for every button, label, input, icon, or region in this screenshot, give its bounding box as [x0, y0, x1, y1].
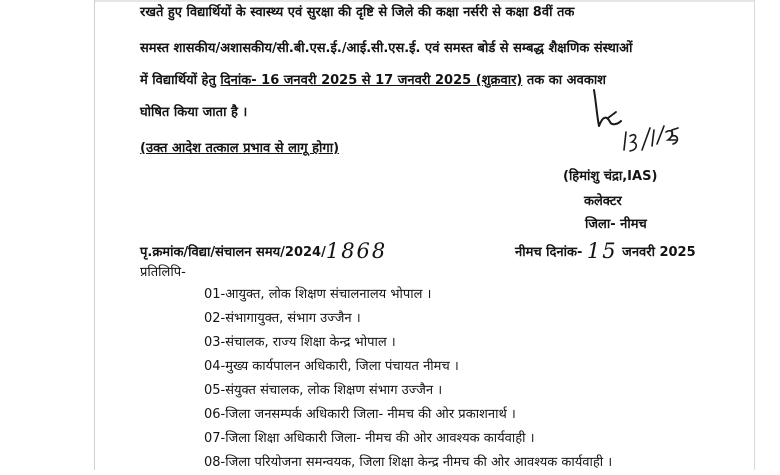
copy-to-item: 04-मुख्य कार्यपालन अधिकारी, जिला पंचायत नीमच । [204, 359, 459, 374]
reference-date-rest: जनवरी 2025 [622, 245, 696, 260]
effect-note-text: (उक्त आदेश तत्काल प्रभाव से लागू होगा) [140, 141, 340, 156]
copy-to-item: 01-आयुक्त, लोक शिक्षण संचालनालय भोपाल । [204, 287, 432, 302]
order-text-line-4: घोषित किया जाता है । [140, 105, 248, 120]
reference-date-prefix: नीमच दिनांक- [515, 245, 583, 260]
copy-to-item: 03-संचालक, राज्य शिक्षा केन्द्र भोपाल । [204, 335, 396, 350]
copy-to-item: 07-जिला शिक्षा अधिकारी जिला- नीमच की ओर आवश्यक कार्यवाही । [204, 431, 535, 446]
order-text-line-2: समस्त शासकीय/अशासकीय/सी.बी.एस.ई./आई.सी.एस.ई. एवं समस्त बोर्ड से सम्बद्ध शैक्षणिक संस्थाओं [140, 41, 633, 56]
copy-to-item: 06-जिला जनसम्पर्क अधिकारी जिला- नीमच की ओर प्रकाशनार्थ । [204, 407, 516, 422]
holiday-dates: दिनांक- 16 जनवरी 2025 से 17 जनवरी 2025 (शुक्रवार) [220, 73, 523, 88]
reference-number [140, 239, 388, 263]
effect-note [140, 140, 339, 158]
signatory-district: जिला- नीमच [585, 217, 647, 232]
order-text-line-1: रखते हुए विद्यार्थियों के स्वास्थ्य एवं सुरक्षा की दृष्टि से जिले की कक्षा नर्सरी से कक्षा 8वीं तक [140, 5, 575, 20]
reference-date [515, 239, 696, 263]
signatory-name: (हिमांशु चंद्रा,IAS) [563, 169, 658, 184]
order-text-line-3-suffix: तक का अवकाश [526, 73, 607, 88]
order-text-line-3-prefix: में विद्यार्थियों हेतु [140, 73, 216, 88]
page-border-top [95, 0, 754, 2]
reference-handwritten-number: 1868 [325, 239, 388, 263]
copy-to-list [204, 283, 612, 475]
copy-to-heading: प्रतिलिपि- [140, 265, 186, 280]
copy-to-item: 05-संयुक्त संचालक, लोक शिक्षण संभाग उज्जैन । [204, 383, 443, 398]
copy-to-item: 08-जिला परियोजना समन्वयक, जिला शिक्षा केन्द्र नीमच की ओर आवश्यक कार्यवाही । [204, 455, 613, 470]
signature-date [624, 126, 678, 151]
order-text-line-3 [140, 72, 606, 90]
page-border-right [754, 0, 755, 470]
reference-prefix: पृ.क्रमांक/विद्या/संचालन समय/2024/ [140, 245, 326, 260]
copy-to-item: 02-संभागायुक्त, संभाग उज्जैन । [204, 311, 361, 326]
reference-date-day: 15 [586, 239, 618, 263]
handwritten-signature [588, 88, 688, 178]
signatory-designation: कलेक्टर [584, 194, 622, 209]
page-border-left [94, 0, 95, 470]
